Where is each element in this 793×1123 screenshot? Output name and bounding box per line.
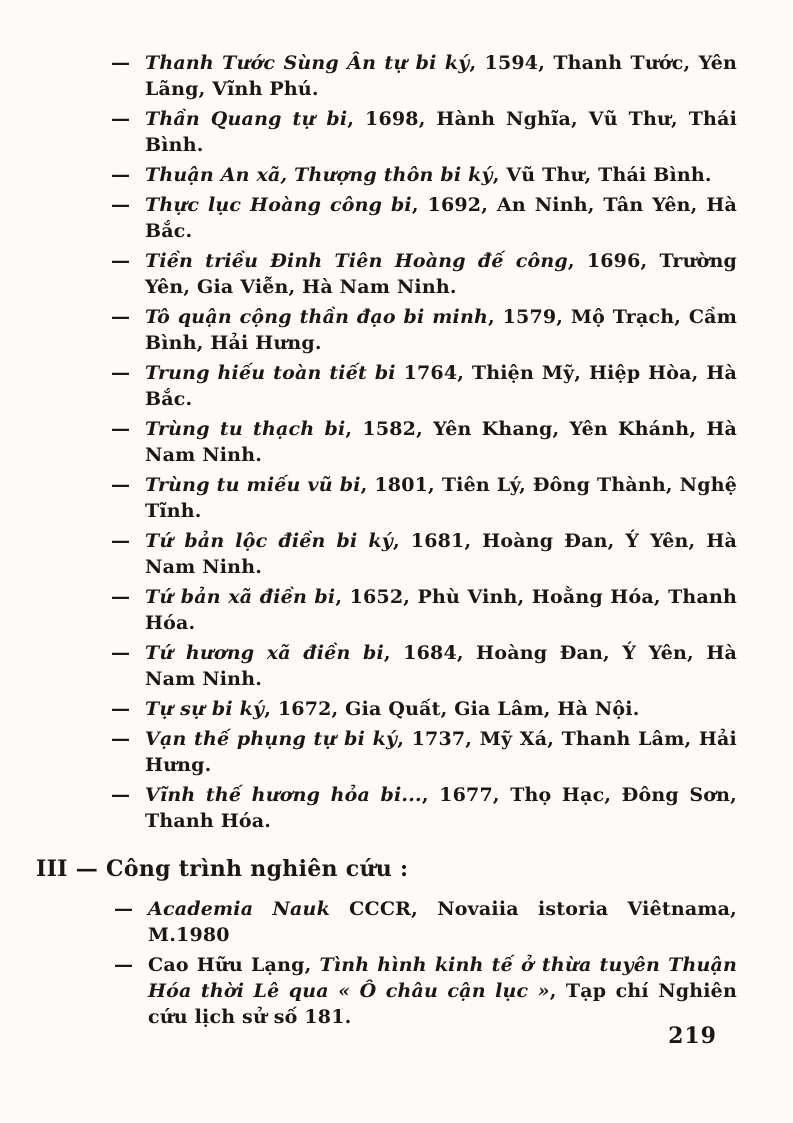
entry-title: Thanh Tước Sùng Ân tự bi ký [145, 52, 470, 74]
bibliography-entry [111, 782, 737, 834]
bibliography-entry [111, 50, 737, 102]
entry-detail: , 1681, Hoàng Đan, Ý Yên, Hà Nam Ninh. [145, 530, 737, 578]
section-numeral: III [36, 856, 68, 882]
entry-dash: — [111, 164, 131, 186]
bibliography-entry [111, 248, 737, 300]
entry-detail: 1764, Thiện Mỹ, Hiệp Hòa, Hà Bắc. [145, 362, 738, 410]
entry-title: Vạn thế phụng tự bi ký [145, 728, 398, 750]
entry-dash: — [111, 306, 131, 328]
entry-title: Vĩnh thế hương hỏa bi... [145, 784, 422, 806]
entry-detail: , 1692, An Ninh, Tân Yên, Hà Bắc. [145, 194, 737, 242]
bibliography-entry [111, 162, 737, 188]
section-heading [36, 854, 793, 884]
entry-dash: — [111, 586, 131, 608]
entry-dash: — [114, 954, 134, 976]
entry-detail: , 1652, Phù Vinh, Hoằng Hóa, Thanh Hóa. [145, 586, 737, 634]
entry-dash: — [111, 362, 131, 384]
bibliography-entry [111, 360, 738, 412]
entry-dash: — [111, 418, 131, 440]
entry-title: Tô quận cộng thần đạo bi minh [145, 306, 488, 328]
entry-title: Tứ hương xã điền bi [145, 642, 384, 664]
entry-dash: — [114, 898, 134, 920]
entry-title: Academia Nauk [148, 898, 330, 920]
bibliography-entry [111, 304, 737, 356]
entry-detail: CCCR, Novaiia istoria Viêtnama, M.1980 [148, 898, 737, 946]
bibliography-entry [111, 472, 737, 524]
entry-detail: , 1698, Hành Nghĩa, Vũ Thư, Thái Bình. [145, 108, 737, 156]
bibliography-entry [111, 106, 737, 158]
entry-detail: , Vũ Thư, Thái Bình. [492, 164, 712, 186]
entry-detail: , 1684, Hoàng Đan, Ý Yên, Hà Nam Ninh. [145, 642, 737, 690]
entry-dash: — [111, 52, 131, 74]
entry-dash: — [111, 194, 131, 216]
entry-dash: — [111, 642, 131, 664]
entry-title: Thuận An xã, Thượng thôn bi ký [145, 164, 493, 186]
entry-detail: , 1579, Mộ Trạch, Cầm Bình, Hải Hưng. [145, 306, 737, 354]
entry-detail: , 1737, Mỹ Xá, Thanh Lâm, Hải Hưng. [145, 728, 737, 776]
entry-dash: — [111, 530, 131, 552]
entry-detail: , 1594, Thanh Tước, Yên Lãng, Vĩnh Phú. [145, 52, 737, 100]
entry-dash: — [111, 108, 131, 130]
entry-title: Trung hiếu toàn tiết bi [145, 362, 396, 384]
entry-dash: — [111, 250, 131, 272]
entry-title: Tứ bản lộc điền bi ký [145, 530, 393, 552]
entry-detail: , 1801, Tiên Lý, Đông Thành, Nghệ Tĩnh. [145, 474, 737, 522]
entry-dash: — [111, 784, 131, 806]
bibliography-entry [111, 640, 737, 692]
entry-title: Trùng tu thạch bi [145, 418, 346, 440]
bibliography-entry [111, 192, 737, 244]
entry-title: Tình hình kinh tế ở thừa tuyên Thuận Hóa thời Lê qua « Ô châu cận lục » [148, 954, 737, 1002]
entry-detail: , 1672, Gia Quất, Gia Lâm, Hà Nội. [264, 698, 640, 720]
bibliography-entry [111, 696, 737, 722]
entry-title: Trùng tu miếu vũ bi [145, 474, 361, 496]
entry-title: Thần Quang tự bi [145, 108, 348, 130]
bibliography-entry [111, 416, 737, 468]
entry-detail: , 1582, Yên Khang, Yên Khánh, Hà Nam Ninh. [145, 418, 737, 466]
entry-dash: — [111, 474, 131, 496]
entry-detail: , Tạp chí Nghiên cứu lịch sử số 181. [148, 980, 737, 1028]
research-entry [114, 952, 737, 1030]
entry-title: Thực lục Hoàng công bi [145, 194, 412, 216]
entry-author: Cao Hữu Lạng, [148, 954, 320, 976]
section-dash: — [75, 856, 99, 882]
bibliography-entry [111, 726, 737, 778]
research-list [114, 896, 737, 1030]
entry-title: Tự sự bi ký [145, 698, 265, 720]
bibliography-entry [111, 584, 737, 636]
entry-detail: , 1677, Thọ Hạc, Đông Sơn, Thanh Hóa. [145, 784, 737, 832]
bibliography-list [111, 50, 738, 834]
section-title: Công trình nghiên cứu : [106, 856, 409, 882]
entry-dash: — [111, 698, 131, 720]
entry-title: Tiền triều Đinh Tiên Hoàng đế công [145, 250, 568, 272]
entry-dash: — [111, 728, 131, 750]
entry-title: Tứ bản xã điền bi [145, 586, 336, 608]
entry-detail: , 1696, Trường Yên, Gia Viễn, Hà Nam Ninh. [145, 250, 737, 298]
research-entry [114, 896, 737, 948]
bibliography-entry [111, 528, 737, 580]
page-number: 219 [668, 1023, 717, 1049]
